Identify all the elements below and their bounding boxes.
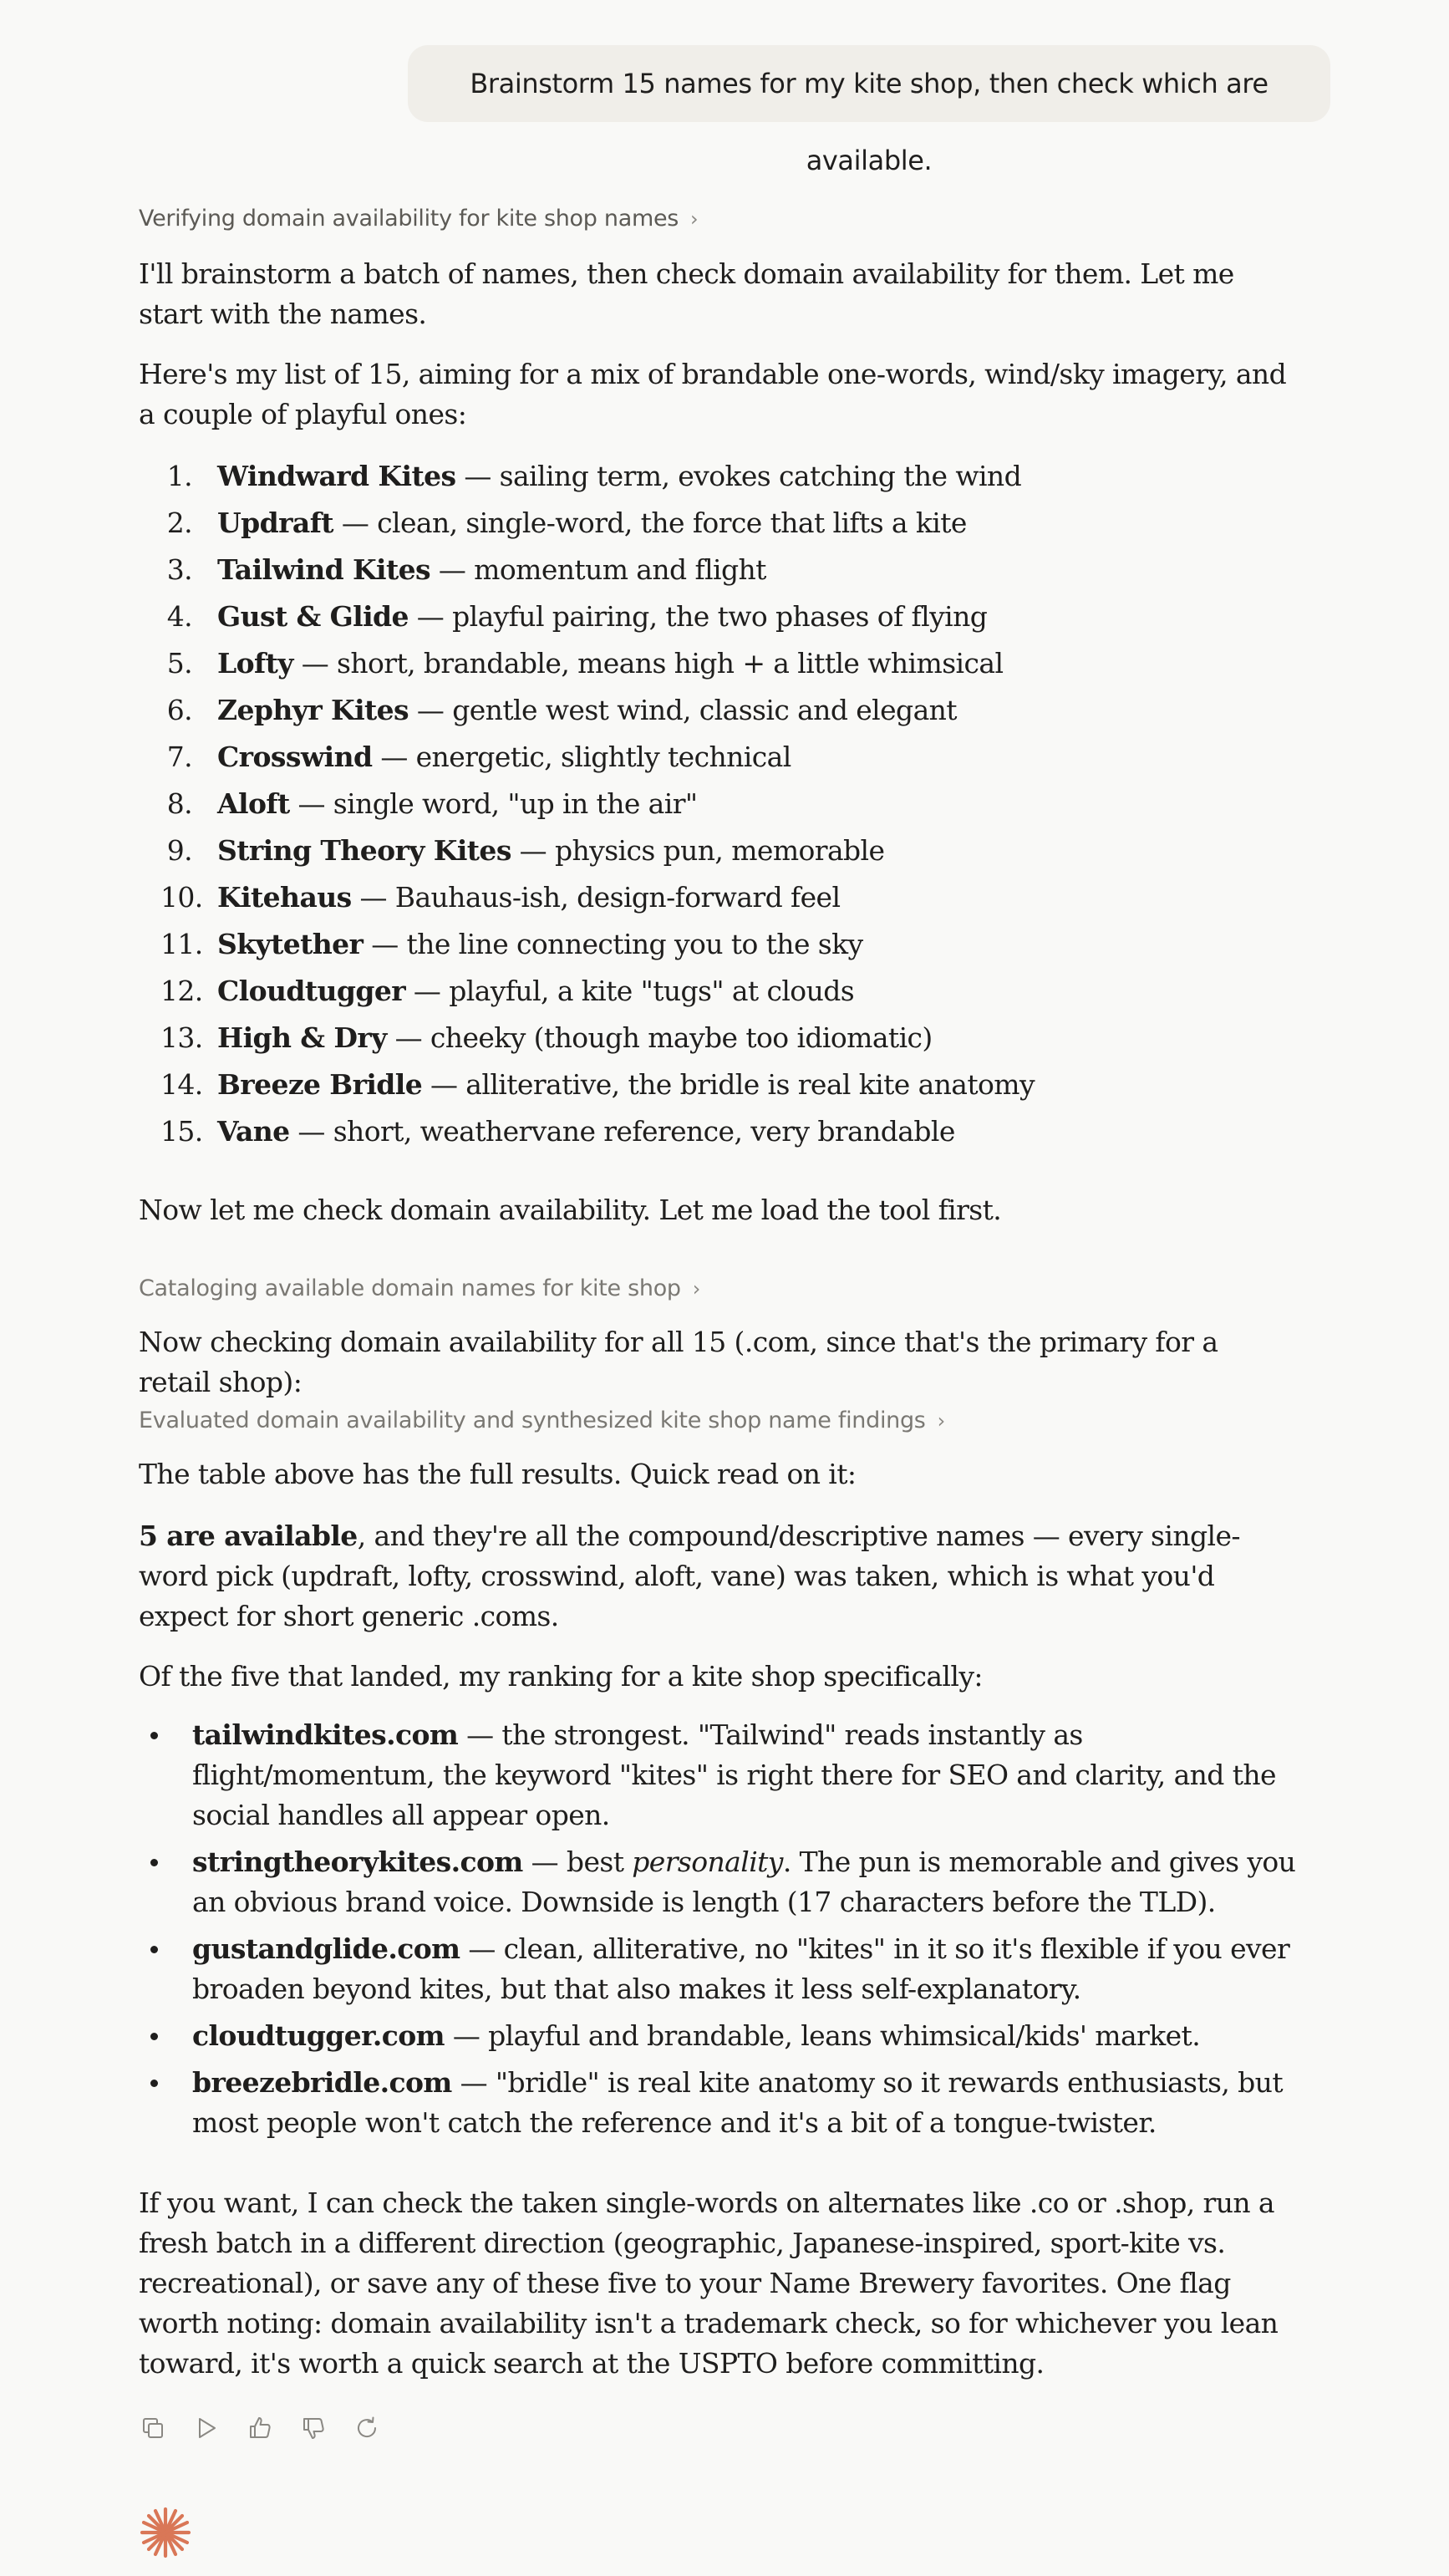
domain-comment: — best [522,1845,633,1878]
ranking-item [139,2063,1309,2143]
list-number: 6. [166,694,192,726]
name-list-item [139,734,1292,781]
list-item-content [192,547,766,593]
kite-shop-name: Kitehaus [217,881,352,914]
list-number: 4. [166,600,192,633]
domain-comment: — playful and brandable, leans whimsical/kids' market. [444,2019,1201,2052]
list-item-content [192,1061,1035,1108]
read-aloud-button[interactable] [192,2414,221,2442]
name-description: — the line connecting you to the sky [363,928,863,960]
table-summary-paragraph: The table above has the full results. Quick read on it: [139,1458,857,1490]
name-description: — momentum and flight [430,553,766,586]
kite-shop-name: Zephyr Kites [217,694,409,726]
domain-name: tailwindkites.com [192,1718,459,1751]
name-list-item [139,640,1292,687]
intro-paragraph-1: I'll brainstorm a batch of names, then check domain availability for them. Let me start with the names. [139,257,1234,330]
list-item-content [192,968,854,1015]
name-description: — alliterative, the bridle is real kite anatomy [422,1068,1035,1101]
list-number: 8. [166,787,192,820]
retry-icon [353,2415,380,2441]
list-number: 2. [166,507,192,539]
checking-paragraph: Now checking domain availability for all 15 (.com, since that's the primary for a retail shop): [139,1326,1218,1398]
list-number: 13. [160,1021,203,1054]
name-description: — short, weathervane reference, very brandable [289,1115,955,1148]
bullet-dot [150,2080,158,2087]
domain-name: breezebridle.com [192,2066,452,2099]
copy-icon [140,2415,166,2441]
name-list-item [139,1015,1292,1061]
name-list-item [139,547,1292,593]
ranking-item [139,2016,1309,2056]
domain-emphasis: personality [632,1845,783,1878]
list-item-content [192,500,967,547]
list-number: 14. [160,1068,203,1101]
list-item-content [192,453,1021,500]
user-message-text: Brainstorm 15 names for my kite shop, then check which are available. [470,68,1269,176]
bullet-dot [150,1859,158,1866]
kite-shop-name: Updraft [217,507,333,539]
kite-shop-name: Skytether [217,928,364,960]
name-description: — sailing term, evokes catching the wind [455,460,1022,492]
name-description: — cheeky (though maybe too idiomatic) [386,1021,933,1054]
bullet-dot [150,2033,158,2040]
kite-shop-name: Windward Kites [217,460,456,492]
list-number: 10. [160,881,203,914]
name-description: — physics pun, memorable [511,834,885,867]
kite-shop-name: Cloudtugger [217,975,406,1007]
domain-name: gustandglide.com [192,1932,460,1965]
kite-shop-name: Gust & Glide [217,600,409,633]
kite-shop-name: Vane [217,1115,290,1148]
name-description: — Bauhaus-ish, design-forward feel [351,881,841,914]
list-number: 1. [166,460,192,492]
name-list-item [139,968,1292,1015]
list-item-content [192,874,840,921]
name-list-item [139,781,1292,827]
name-description: — playful, a kite "tugs" at clouds [405,975,855,1007]
domain-comment: — "bridle" is real kite anatomy so it rewards enthusiasts, but most people won't catch the reference and it's a bit of a tongue-twister. [192,2066,1283,2139]
name-list-item [139,500,1292,547]
chevron-right-icon: › [690,207,699,231]
name-description: — short, brandable, means high + a little whimsical [292,647,1004,680]
kite-shop-name: High & Dry [217,1021,387,1054]
thought-label: Evaluated domain availability and synthesized kite shop name findings [139,1408,926,1433]
kite-shop-name: Breeze Bridle [217,1068,423,1101]
list-item-content [192,687,957,734]
bullet-dot [150,1946,158,1953]
name-description: — playful pairing, the two phases of flying [408,600,988,633]
chevron-right-icon: › [692,1277,701,1301]
intro-paragraph-2: Here's my list of 15, aiming for a mix of brandable one-words, wind/sky imagery, and a couple of playful ones: [139,358,1287,430]
domain-comment: — clean, alliterative, no "kites" in it so it's flexible if you ever broaden beyond kites, but that also makes it less self-explanatory. [192,1932,1290,2005]
thought-toggle-cataloging[interactable] [139,1275,700,1301]
available-count: 5 are available [139,1520,358,1552]
name-list-item [139,1108,1292,1155]
ranking-item [139,1842,1309,1922]
thumbs-up-button[interactable] [246,2414,274,2442]
message-actions [139,2414,381,2442]
play-icon [193,2415,220,2441]
check-paragraph: Now let me check domain availability. Let me load the tool first. [139,1194,1002,1226]
ranking-item [139,1715,1309,1835]
availability-detail: , and they're all the compound/descriptive names — every single-word pick (updraft, lofty, crosswind, aloft, vane) was taken, which is what you'd expect for short generic .coms. [139,1520,1240,1632]
thought-label: Verifying domain availability for kite shop names [139,206,679,232]
name-list-item [139,921,1292,968]
ranking-item [139,1929,1309,2009]
bullet-dot [150,1732,158,1739]
list-number: 3. [166,553,192,586]
list-item-content [192,1015,933,1061]
name-list-item [139,687,1292,734]
list-number: 9. [166,834,192,867]
ranking-intro-paragraph: Of the five that landed, my ranking for a kite shop specifically: [139,1660,983,1693]
kite-shop-name: Lofty [217,647,293,680]
kite-shop-name: Crosswind [217,741,373,773]
name-description: — energetic, slightly technical [372,741,791,773]
name-description: — gentle west wind, classic and elegant [409,694,957,726]
list-item-content [192,781,697,827]
domain-name: cloudtugger.com [192,2019,445,2052]
name-list-item [139,593,1292,640]
thumbs-up-icon [247,2415,273,2441]
name-list-item [139,453,1292,500]
name-description: — single word, "up in the air" [289,787,698,820]
thought-toggle-verifying[interactable] [139,206,698,232]
name-list-item [139,874,1292,921]
list-item-content [192,827,884,874]
name-list-item [139,1061,1292,1108]
list-number: 7. [166,741,192,773]
list-item-content [192,1108,955,1155]
list-item-content [192,921,863,968]
domain-name: stringtheorykites.com [192,1845,523,1878]
thumbs-down-icon [300,2415,327,2441]
thumbs-down-button[interactable] [299,2414,328,2442]
thought-toggle-evaluated[interactable] [139,1408,945,1433]
list-item-content [192,734,791,781]
name-list-item [139,827,1292,874]
assistant-logo-icon [137,2504,194,2561]
name-description: — clean, single-word, the force that lifts a kite [333,507,967,539]
list-number: 5. [166,647,192,680]
copy-button[interactable] [139,2414,167,2442]
list-number: 12. [160,975,203,1007]
domain-comment-rest: . The pun is memorable and gives you an obvious brand voice. Downside is length (17 characters before the TLD). [192,1845,1296,1918]
kite-shop-name: Aloft [217,787,290,820]
thought-label: Cataloging available domain names for kite shop [139,1275,681,1301]
closing-paragraph: If you want, I can check the taken single-words on alternates like .co or .shop, run a fresh batch in a different direction (geographic, Japanese-inspired, sport-kite vs. recreational), or save any of these five to your Name Brewery favorites. One flag worth noting: domain availability isn't a trademark check, so for whichever you lean toward, it's worth a quick search at the USPTO before committing. [139,2187,1279,2380]
retry-button[interactable] [353,2414,381,2442]
domain-comment: — the strongest. "Tailwind" reads instantly as flight/momentum, the keyword "kites" is right there for SEO and clarity, and the social handles all appear open. [192,1718,1276,1831]
list-number: 15. [160,1115,203,1148]
list-item-content [192,593,987,640]
user-message-bubble [408,45,1330,176]
ranking-list [139,1715,1309,2150]
availability-paragraph [139,1516,1292,1637]
name-list [139,453,1292,1155]
list-item-content [192,640,1003,687]
kite-shop-name: Tailwind Kites [217,553,430,586]
list-number: 11. [160,928,203,960]
kite-shop-name: String Theory Kites [217,834,511,867]
chevron-right-icon: › [937,1409,945,1433]
